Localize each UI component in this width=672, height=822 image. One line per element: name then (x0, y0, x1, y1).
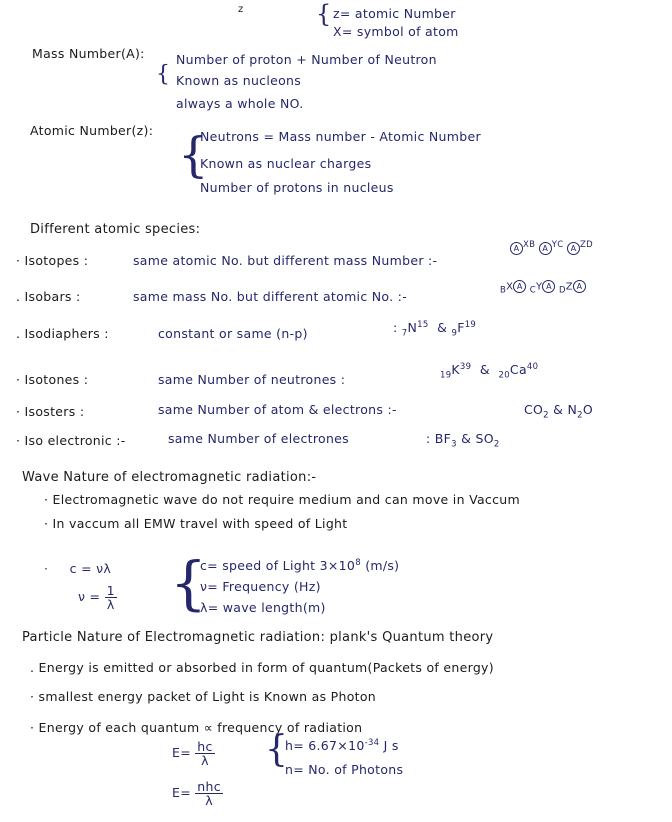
particle-eq-ne (172, 780, 223, 807)
isoelectronic-bf: BF (434, 431, 452, 446)
isobar-symbol-b: B (500, 285, 507, 296)
isotones-label: · Isotones : (16, 372, 89, 387)
x-definition: X= symbol of atom (333, 24, 459, 39)
isosters-desc: same Number of atom & electrons :- (158, 402, 397, 417)
isoelectronic-amp: & (461, 431, 472, 446)
particle-bullet-2-text: smallest energy packet of Light is Known as Photon (38, 689, 377, 704)
isobar-mass-badge-2: A (542, 280, 555, 293)
mass-number-note-nucleons: Known as nucleons (176, 73, 302, 88)
isobar-symbol-c: C (529, 285, 537, 296)
atomic-number-label: Atomic Number(z): (30, 123, 154, 138)
isotone-k-sub: 19 (440, 370, 452, 381)
wave-eq-nu-num: 1 (106, 583, 115, 598)
isodiapher-f-sup: 19 (464, 320, 477, 330)
isobar-symbol-z: Z (565, 281, 573, 293)
particle-def-h (285, 738, 399, 753)
wave-eq-nu (78, 584, 117, 611)
atomic-number-note-protons: Number of protons in nucleus (200, 180, 394, 195)
isoelectronic-label: · Iso electronic :- (16, 433, 126, 448)
wave-heading: Wave Nature of electromagnetic radiation:- (22, 470, 317, 485)
isotope-symbol-b: B (529, 240, 536, 250)
z-mark: z (238, 4, 244, 15)
isodiapher-f-sub: 9 (451, 328, 458, 339)
isoster-o: O (582, 402, 594, 417)
isotope-mass-badge-1: A (510, 242, 523, 255)
wave-def-c (200, 558, 399, 573)
isotope-mass-badge-2: A (539, 242, 552, 255)
isodiaphers-example: : $_7N^{15}$ & $_9F^{19}$ (393, 320, 477, 339)
isosters-label-text: Isosters : (24, 404, 85, 419)
isotopes-example (510, 240, 593, 255)
particle-def-n: n= No. of Photons (285, 762, 404, 777)
particle-def-h-text: h= 6.67×10 (285, 738, 365, 754)
mass-number-label: Mass Number(A): (32, 46, 145, 61)
particle-bullet-3: · Energy of each quantum ∝ frequency of radiation (30, 720, 363, 735)
isotopes-label-text: Isotopes : (24, 253, 89, 268)
particle-bullet-1: . Energy is emitted or absorbed in form of quantum(Packets of energy) (30, 660, 494, 675)
wave-eq-c: · c = νλ (44, 561, 112, 576)
isotone-amp: & (479, 362, 490, 378)
isoster-n: N (567, 402, 578, 417)
isodiaphers-desc: constant or same (n-p) (158, 326, 308, 341)
isotones-desc: same Number of neutrones : (158, 372, 346, 387)
wave-eq-nu-den: λ (106, 597, 115, 613)
species-heading: Different atomic species: (30, 222, 201, 237)
isobar-symbol-d: D (558, 285, 566, 296)
wave-def-lambda: λ= wave length(m) (200, 600, 326, 615)
wave-eq-c-text: c = νλ (69, 561, 112, 576)
particle-eq-e-lhs: E= (172, 745, 191, 761)
isotones-example (440, 362, 538, 381)
particle-eq-e-den: λ (201, 753, 209, 769)
isoelectronic-so: SO (475, 431, 494, 446)
wave-bullet-1-text: Electromagnetic wave do not require medium and can move in Vaccum (52, 492, 520, 507)
particle-eq-e-num: hc (197, 739, 213, 754)
isobar-mass-badge-1: A (513, 280, 526, 293)
isobar-symbol-y: Y (536, 281, 543, 293)
isodiapher-amp: & (437, 320, 448, 336)
isotones-label-text: Isotones : (24, 372, 89, 387)
isodiapher-n-sup: 15 (417, 320, 429, 330)
atomic-number-brace: { (178, 127, 209, 183)
isobar-symbol-x: X (506, 281, 514, 293)
isoster-co-sub: 2 (543, 410, 549, 421)
isobars-label: . Isobars : (16, 289, 81, 304)
isoelectronic-desc: same Number of electrones (168, 431, 349, 446)
isotone-ca-sup: 40 (526, 362, 539, 372)
isosters-example (524, 402, 593, 421)
particle-bullet-2: · smallest energy packet of Light is Known as Photon (30, 689, 377, 704)
particle-heading: Particle Nature of Electromagnetic radiation: plank's Quantum theory (22, 630, 494, 645)
isobar-mass-badge-3: A (573, 280, 586, 293)
mass-number-note-whole: always a whole NO. (176, 96, 304, 111)
isotone-ca: Ca (509, 362, 527, 378)
particle-eq-ne-den: λ (205, 793, 213, 809)
isosters-label: · Isosters : (16, 404, 85, 419)
particle-def-h-exp: -34 (364, 738, 380, 748)
isodiaphers-label: . Isodiaphers : (16, 326, 109, 341)
wave-def-nu: ν= Frequency (Hz) (200, 579, 321, 594)
isotope-symbol-x: X (523, 240, 530, 250)
isotope-mass-badge-3: A (567, 242, 580, 255)
wave-bullet-1: · Electromagnetic wave do not require medium and can move in Vaccum (44, 492, 520, 507)
wave-bullet-2-text: In vaccum all EMW travel with speed of Light (52, 516, 348, 531)
particle-bullet-1-text: Energy is emitted or absorbed in form of quantum(Packets of energy) (38, 660, 494, 675)
mass-number-formula: Number of proton + Number of Neutron (176, 52, 437, 67)
wave-eq-nu-lhs: ν = (78, 589, 101, 605)
isotope-symbol-c: C (557, 240, 564, 250)
particle-eq-ne-num: nhc (197, 779, 221, 794)
top-brace: { (316, 0, 332, 28)
z-definition: z= atomic Number (333, 6, 456, 21)
atomic-number-note-charges: Known as nuclear charges (200, 156, 372, 171)
isobars-desc: same mass No. but different atomic No. :- (133, 289, 408, 304)
isoelectronic-example: : $BF_3$ & $SO_2$ (426, 431, 500, 450)
wave-def-c-text: c= speed of Light 3×10 (200, 558, 356, 574)
isotopes-label: · Isotopes : (16, 253, 89, 268)
wave-def-c-unit: (m/s) (365, 558, 400, 574)
isotone-k: K (451, 362, 460, 378)
isoelectronic-label-text: Iso electronic :- (24, 433, 126, 448)
isoster-co: CO (524, 402, 544, 417)
wave-defs-brace: { (170, 549, 207, 617)
isotone-k-sup: 39 (459, 362, 472, 372)
particle-defs-brace: { (265, 729, 288, 770)
wave-def-c-exp: 8 (355, 558, 361, 568)
isobars-label-text: Isobars : (24, 289, 81, 304)
isoster-n-sub: 2 (577, 410, 583, 421)
atomic-number-formula: Neutrons = Mass number - Atomic Number (200, 129, 481, 144)
isoelectronic-bf-sub: 3 (451, 439, 457, 450)
wave-eq-nu-fraction (105, 584, 117, 611)
isotopes-desc: same atomic No. but different mass Number :- (133, 253, 438, 268)
isobars-example (500, 280, 586, 296)
isodiaphers-label-text: Isodiaphers : (24, 326, 109, 341)
particle-bullet-3-text: Energy of each quantum ∝ frequency of radiation (38, 720, 363, 735)
particle-eq-e (172, 740, 215, 767)
isodiapher-n-sub: 7 (401, 328, 408, 339)
isotope-symbol-y: Y (551, 240, 558, 250)
particle-eq-ne-lhs: E= (172, 785, 191, 801)
isodiapher-n: N (407, 320, 418, 336)
isoelectronic-so-sub: 2 (493, 439, 500, 450)
mass-number-brace: { (156, 62, 170, 87)
isotope-symbol-d: D (586, 240, 593, 250)
isoster-amp: & (553, 402, 564, 417)
particle-def-h-unit: J s (383, 738, 399, 754)
isotone-ca-sub: 20 (498, 370, 510, 381)
isotope-symbol-z: Z (579, 240, 587, 250)
isodiapher-f: F (457, 320, 465, 336)
particle-eq-ne-fraction (195, 780, 223, 807)
particle-eq-e-fraction (195, 740, 214, 767)
wave-bullet-2: · In vaccum all EMW travel with speed of Light (44, 516, 348, 531)
